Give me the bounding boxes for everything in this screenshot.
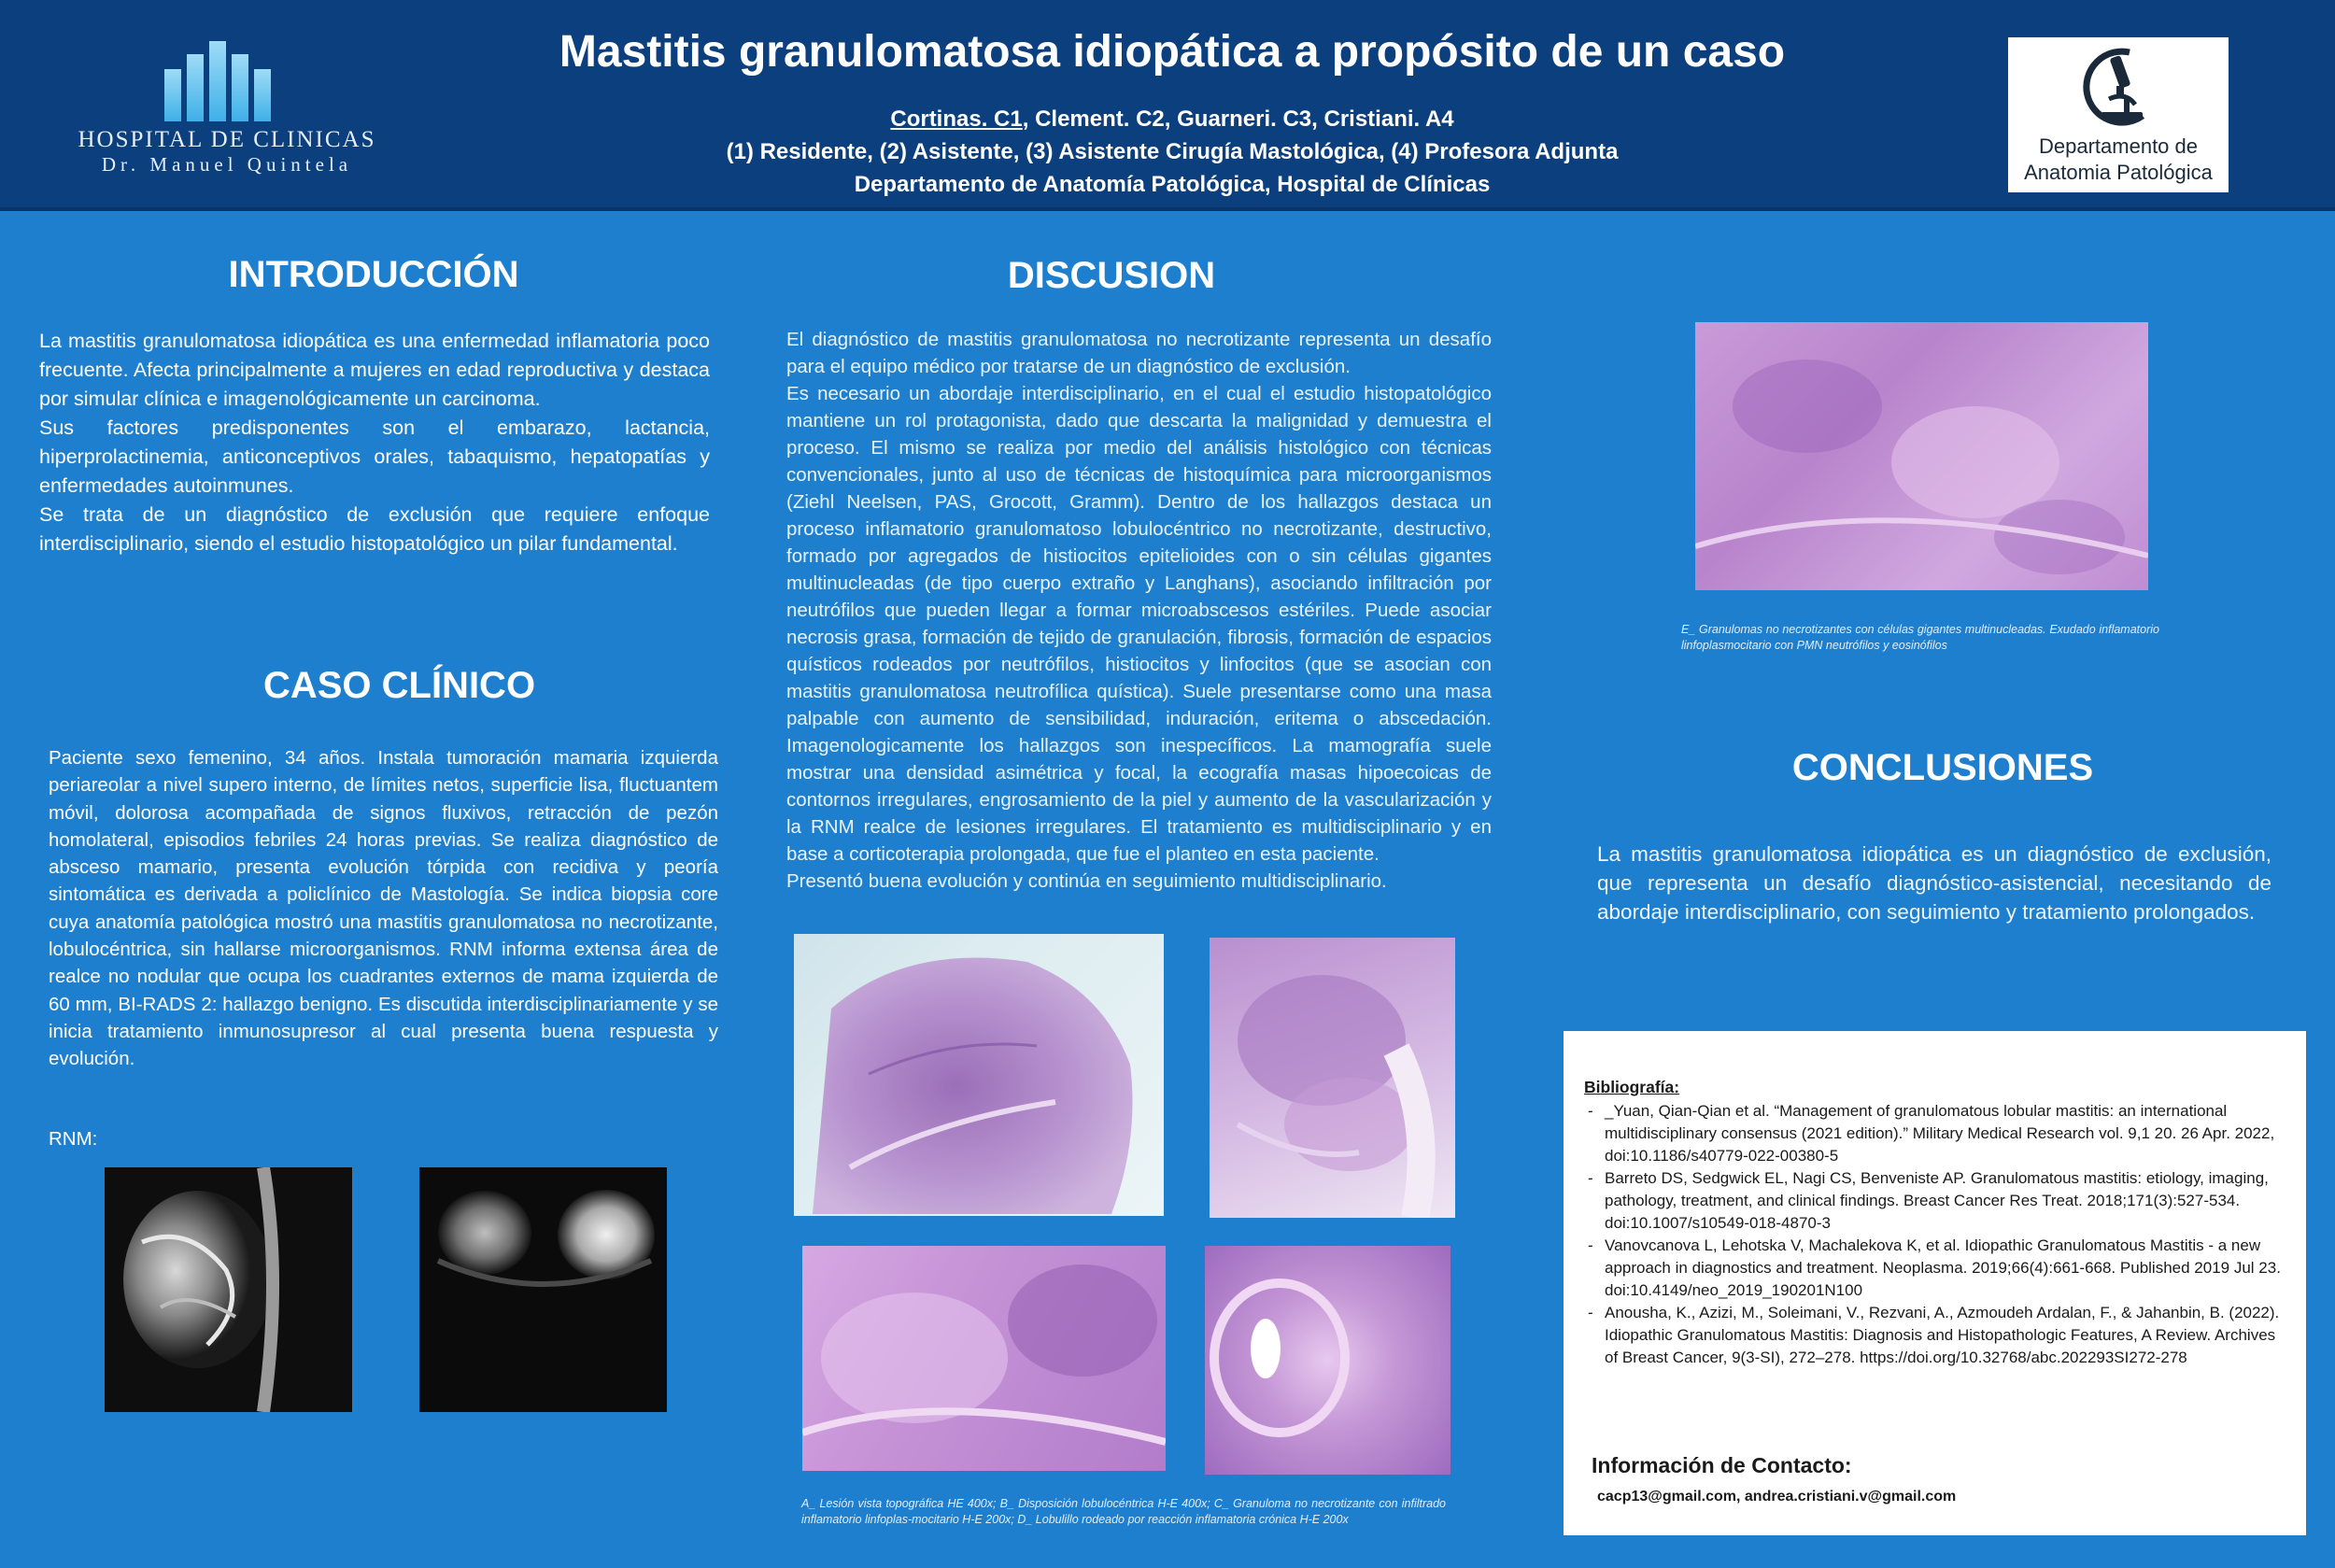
micrograph-a	[794, 934, 1164, 1216]
discussion-heading: DISCUSION	[1007, 255, 1216, 296]
intro-heading: INTRODUCCIÓN	[228, 254, 519, 295]
bibliography-item: - Barreto DS, Sedgwick EL, Nagi CS, Benveniste AP. Granulomatous mastitis: etiology, imaging, pathology, treatment, and clinical findings. Breast Cancer Res Treat. 2018;171(3):527-534. doi:10.1007/s10549-018-4870-3	[1584, 1167, 2285, 1235]
discussion-paragraph: Presentó buena evolución y continúa en seguimiento multidisciplinario.	[786, 870, 1387, 892]
rnm-label: RNM:	[49, 1128, 98, 1150]
micrographs-caption: A_ Lesión vista topográfica HE 400x; B_ Disposición lobulocéntrica H-E 400x; C_ Granuloma no necrotizante con infiltrado inflamatorio linfoplas-mocitario H-E 200x; D_ Lobulillo rodeado por reacción inflamatoria crónica H-E 200x	[801, 1497, 1446, 1526]
poster-authors-block	[523, 103, 1821, 201]
hospital-logo-subname: Dr. Manuel Quintela	[101, 153, 353, 176]
intro-paragraph: La mastitis granulomatosa idiopática es una enfermedad inflamatoria poco frecuente. Afecta principalmente a mujeres en edad reproductiva y destaca por simular clínica e imagenológicamente un carcinoma.	[39, 330, 710, 410]
micrograph-c	[802, 1246, 1166, 1471]
bibliography-item: - Anousha, K., Azizi, M., Soleimani, V., Rezvani, A., Azmoudeh Ardalan, F., & Jahanbin, B. (2022). Idiopathic Granulomatous Mastitis: Diagnosis and Histopathologic Features, A Review. Archives of Breast Cancer, 9(3-SI), 272–278. https://doi.org/10.32768/abc.202293SI272-278	[1584, 1302, 2285, 1369]
microscope-icon	[2073, 43, 2163, 133]
micrograph-b	[1210, 938, 1455, 1218]
intro-paragraph: Sus factores predisponentes son el embarazo, lactancia, hiperprolactinemia, anticonceptivos orales, tabaquismo, hepatopatías y enfermedades autoinmunes.	[39, 417, 710, 497]
first-author: Cortinas. C1	[890, 106, 1023, 132]
affiliations-line: (1) Residente, (2) Asistente, (3) Asistente Cirugía Mastológica, (4) Profesora Adjunta	[726, 139, 1619, 164]
intro-text	[39, 327, 710, 558]
bibliography-item: - Vanovcanova L, Lehotska V, Machalekova K, et al. Idiopathic Granulomatous Mastitis - a new approach in diagnostics and treatment. Neoplasma. 2019;66(4):661-668. Published 2019 Jul 23. doi:10.4149/neo_2019_190201N100	[1584, 1235, 2285, 1302]
figure-e-caption: E_ Granulomas no necrotizantes con células gigantes multinucleadas. Exudado inflamatorio linfoplasmocitario con PMN neutrófilos y eosinófilos	[1681, 623, 2159, 652]
discussion-paragraph: El diagnóstico de mastitis granulomatosa no necrotizante representa un desafío para el equipo médico por tratarse de un diagnóstico de exclusión.	[786, 329, 1492, 377]
contact-emails: cacp13@gmail.com, andrea.cristiani.v@gmail.com	[1597, 1489, 1957, 1504]
bibliography-title: Bibliografía:	[1584, 1078, 1680, 1096]
case-heading: CASO CLÍNICO	[262, 665, 536, 706]
micrograph-d	[1205, 1246, 1451, 1475]
contact-title: Información de Contacto:	[1592, 1453, 1852, 1477]
conclusions-heading: CONCLUSIONES	[1791, 747, 2094, 788]
other-authors: , Clement. C2, Guarneri. C3, Cristiani. A4	[1022, 106, 1454, 132]
rnm-image-left	[105, 1167, 352, 1412]
case-text: Paciente sexo femenino, 34 años. Instala tumoración mamaria izquierda periareolar a nivel supero interno, de límites netos, superficie lisa, fluctuantem móvil, dolorosa acompañada de signos fluxivos, retracción de pezón homolateral, episodios febriles 24 horas previas. Se realiza diagnóstico de absceso mamario, presenta evolución tórpida con recidiva y peoría sintomática es derivada a policlínico de Mastología. Se indica biopsia core cuya anatomía patológica mostró una mastitis granulomatosa no necrotizante, lobulocéntrica, sin hallarse microorganismos. RNM informa extensa área de realce no nodular que ocupa los cuadrantes externos de mama izquierda de 60 mm, BI-RADS 2: hallazgo benigno. Es discutida interdisciplinariamente y se inicia tratamiento inmunosupresor al cual presenta buena respuesta y evolución.	[49, 747, 718, 1070]
poster-title: Mastitis granulomatosa idiopática a propósito de un caso	[559, 27, 1786, 77]
hospital-logo	[73, 37, 381, 177]
bibliography-item: - _Yuan, Qian-Qian et al. “Management of granulomatous lobular mastitis: an international multidisciplinary consensus (2021 edition).” Military Medical Research vol. 9,1 20. 26 Apr. 2022, doi:10.1186/s40779-022-00380-5	[1584, 1100, 2285, 1167]
department-logo-line1: Departamento de	[2039, 134, 2198, 158]
bibliography-list	[1584, 1100, 2285, 1369]
micrograph-e	[1695, 322, 2148, 590]
header-divider	[0, 207, 2335, 211]
hospital-logo-name: HOSPITAL DE CLINICAS	[78, 127, 376, 152]
rnm-image-right	[419, 1167, 667, 1412]
department-logo-line2: Anatomia Patológica	[2024, 161, 2213, 184]
poster-header	[0, 0, 2335, 207]
bibliography-box	[1564, 1031, 2306, 1535]
authors-line	[523, 103, 1821, 135]
conclusions-text: La mastitis granulomatosa idiopática es un diagnóstico de exclusión, que representa un desafío diagnóstico-asistencial, necesitando de abordaje interdisciplinario, con seguimiento y tratamiento prolongados.	[1597, 842, 2271, 924]
department-line: Departamento de Anatomía Patológica, Hospital de Clínicas	[854, 172, 1491, 197]
intro-paragraph: Se trata de un diagnóstico de exclusión que requiere enfoque interdisciplinario, siendo el estudio histopatológico un pilar fundamental.	[39, 503, 710, 555]
department-logo	[2008, 37, 2229, 192]
discussion-paragraph: Es necesario un abordaje interdisciplinario, en el cual el estudio histopatológico mantiene un rol protagonista, dado que descarta la malignidad y demuestra el proceso. El mismo se realiza por medio del análisis histológico con técnicas convencionales, junto al uso de técnicas de histoquímica para microorganismos (Ziehl Neelsen, PAS, Grocott, Gramm). Dentro de los hallazgos destaca un proceso inflamatorio granulomatoso lobulocéntrico no necrotizante, destructivo, formado por agregados de histiocitos epitelioides con o sin células gigantes multinucleadas (de tipo cuerpo extraño y Langhans), asociando infiltración por neutrófilos que pueden llegar a formar microabscesos estériles. Puede asociar necrosis grasa, formación de tejido de granulación, fibrosis, formación de espacios quísticos rodeados por neutrófilos, histiocitos y linfocitos (que se asocian con mastitis granulomatosa neutrofílica quística). Suele presentarse como una masa palpable con aumento de sensibilidad, induración, eritema o abscedación. Imagenologicamente los hallazgos son inespecíficos. La mamografía suele mostrar una densidad asimétrica y focal, la ecografía masas hipoecoicas de contornos irregulares, engrosamiento de la piel y aumento de la vascularización y la RNM realce de lesiones irregulares. El tratamiento es multidisciplinario y en base a corticoterapia prolongada, que fue el planteo en esta paciente.	[786, 383, 1492, 865]
hospital-logo-bars-icon	[164, 41, 276, 121]
discussion-text	[786, 326, 1492, 895]
